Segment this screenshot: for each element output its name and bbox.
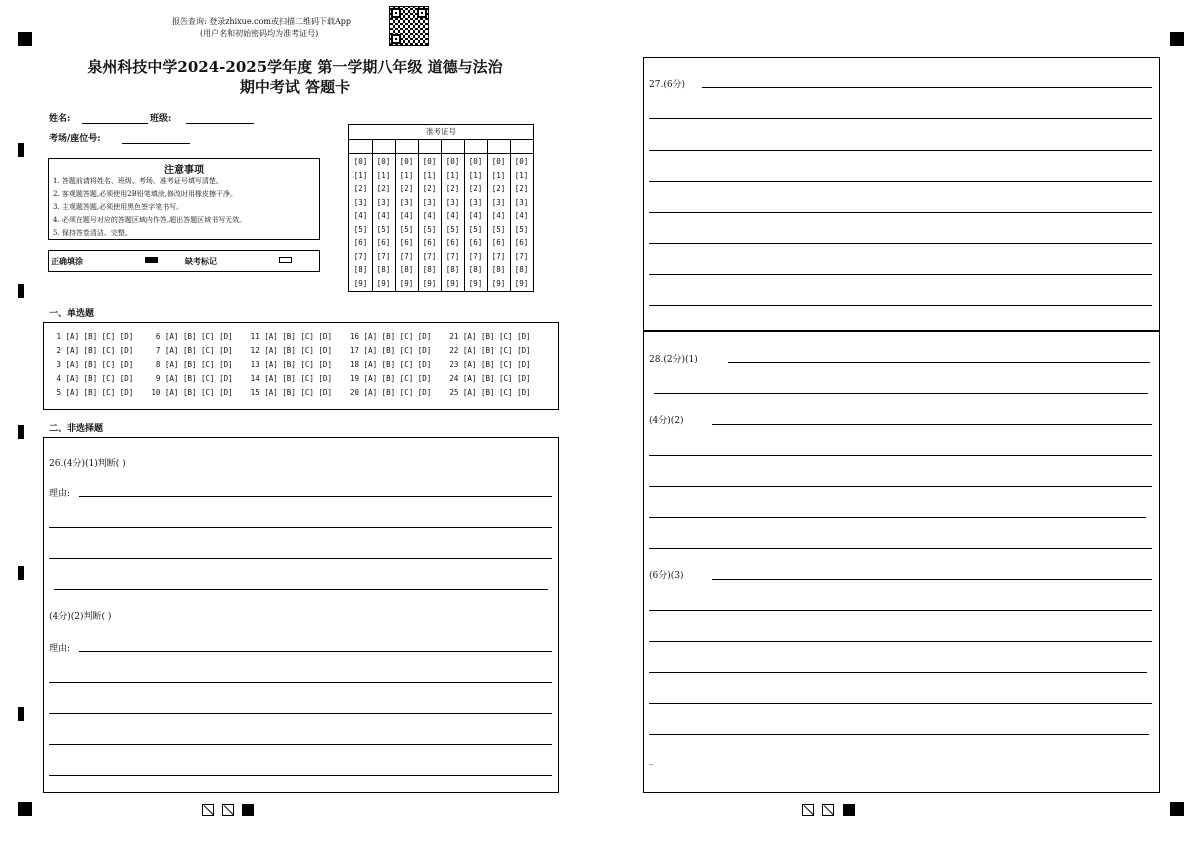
answer-line[interactable]: [649, 641, 1152, 642]
exam-id-grid: [348, 124, 534, 292]
absent-mark-label: 缺考标记: [185, 256, 217, 266]
answer-line[interactable]: [649, 305, 1152, 306]
answer-line[interactable]: [79, 651, 552, 652]
answer-line[interactable]: [649, 274, 1152, 275]
timing-square-icon: [802, 804, 814, 816]
answer-line[interactable]: [702, 87, 1152, 88]
corner-mark-bottom-left: [18, 802, 32, 816]
page-subtitle: 期中考试 答题卡: [239, 78, 351, 96]
timing-square-icon: [222, 804, 234, 816]
answer-line[interactable]: [649, 243, 1152, 244]
answer-line[interactable]: [649, 672, 1147, 673]
answer-line[interactable]: [649, 610, 1152, 611]
seat-label: 考场/座位号:: [49, 134, 101, 144]
corner-mark-bottom-right: [1170, 802, 1184, 816]
answer-line[interactable]: [49, 713, 552, 714]
answer-line[interactable]: [79, 496, 552, 497]
choice-row[interactable]: 3 [A] [B] [C] [D] 8 [A] [B] [C] [D] 13 [A] [B] [C] [D] 18 [A] [B] [C] [D] 23 [A] [B] [C] [D]: [52, 360, 531, 369]
answer-line[interactable]: [649, 734, 1149, 735]
seat-field[interactable]: [122, 143, 190, 144]
section2-label: 二、非选择题: [49, 424, 104, 434]
timing-square-icon: [202, 804, 214, 816]
report-query-note: (用户名和初始密码均为准考证号): [200, 29, 319, 38]
answer-line[interactable]: [649, 150, 1152, 151]
exam-id-digit-column[interactable]: [0] [1] [2] [3] [4] [5] [6] [7] [8] [9]: [445, 157, 460, 288]
side-mark: [18, 143, 24, 157]
absent-checkbox[interactable]: [279, 257, 292, 263]
choice-answer-box: [43, 322, 559, 410]
notice-box: [48, 158, 320, 240]
answer-line[interactable]: [49, 775, 552, 776]
report-query-line: 报告查询: 登录zhixue.com或扫描二维码下载App: [172, 17, 352, 26]
reason-label: 理由:: [49, 489, 71, 499]
answer-line[interactable]: [54, 589, 548, 590]
fill-legend: [48, 250, 320, 272]
q28-part1-label: 28.(2分)(1): [649, 355, 698, 365]
notice-item: 5. 保持答卷清洁、完整。: [53, 229, 132, 237]
notice-item: 3. 主观题答题,必须使用黑色签字笔书写。: [53, 203, 184, 211]
name-label: 姓名:: [49, 114, 71, 124]
notice-item: 4. 必须在题号对应的答题区域内作答,超出答题区域书写无效。: [53, 216, 247, 224]
exam-id-digit-column[interactable]: [0] [1] [2] [3] [4] [5] [6] [7] [8] [9]: [422, 157, 437, 288]
answer-line[interactable]: [712, 424, 1152, 425]
side-mark: [18, 425, 24, 439]
answer-line[interactable]: [49, 682, 552, 683]
answer-line[interactable]: [49, 744, 552, 745]
q28-part2-label: (4分)(2): [649, 416, 684, 426]
answer-line[interactable]: [649, 517, 1146, 518]
trailing-dash: _: [649, 755, 654, 765]
exam-id-digit-column[interactable]: [0] [1] [2] [3] [4] [5] [6] [7] [8] [9]: [353, 157, 368, 288]
q27-answer-box: [643, 57, 1160, 331]
q28-answer-box: [643, 331, 1160, 793]
side-mark: [18, 566, 24, 580]
answer-line[interactable]: [654, 393, 1148, 394]
notice-list: [53, 175, 246, 240]
exam-id-digit-column[interactable]: [0] [1] [2] [3] [4] [5] [6] [7] [8] [9]: [491, 157, 506, 288]
filled-example-icon: [145, 257, 158, 263]
answer-line[interactable]: [649, 181, 1152, 182]
timing-square-icon: [843, 804, 855, 816]
notice-item: 2. 客观题答题,必须使用2B铅笔填涂,修改时用橡皮擦干净。: [53, 190, 237, 198]
exam-id-label: 准考证号: [349, 125, 533, 140]
answer-line[interactable]: [649, 548, 1152, 549]
class-label: 班级:: [150, 114, 172, 124]
side-mark: [18, 707, 24, 721]
choice-row[interactable]: 5 [A] [B] [C] [D] 10 [A] [B] [C] [D] 15 [A] [B] [C] [D] 20 [A] [B] [C] [D] 25 [A] [B] [C] [D]: [52, 388, 531, 397]
notice-item: 1. 答题前请将姓名、班级、考场、准考证号填写清楚。: [53, 177, 223, 185]
answer-line[interactable]: [49, 558, 552, 559]
correct-fill-label: 正确填涂: [51, 256, 83, 266]
q26-part2-label: (4分)(2)判断( ): [49, 612, 112, 622]
exam-id-digit-column[interactable]: [0] [1] [2] [3] [4] [5] [6] [7] [8] [9]: [468, 157, 483, 288]
choice-row[interactable]: 2 [A] [B] [C] [D] 7 [A] [B] [C] [D] 12 [A] [B] [C] [D] 17 [A] [B] [C] [D] 22 [A] [B] [C] [D]: [52, 346, 531, 355]
choice-row[interactable]: 4 [A] [B] [C] [D] 9 [A] [B] [C] [D] 14 [A] [B] [C] [D] 19 [A] [B] [C] [D] 24 [A] [B] [C] [D]: [52, 374, 531, 383]
answer-line[interactable]: [649, 118, 1152, 119]
q26-part1-label: 26.(4分)(1)判断( ): [49, 459, 126, 469]
qr-code-icon: [389, 6, 429, 46]
answer-line[interactable]: [728, 362, 1150, 363]
answer-line[interactable]: [649, 703, 1152, 704]
corner-mark-top-left: [18, 32, 32, 46]
q27-label: 27.(6分): [649, 80, 686, 90]
answer-line[interactable]: [649, 212, 1152, 213]
q28-part3-label: (6分)(3): [649, 571, 684, 581]
section1-label: 一、单选题: [49, 309, 95, 319]
notice-title: 注意事项: [164, 165, 204, 176]
exam-id-digit-column[interactable]: [0] [1] [2] [3] [4] [5] [6] [7] [8] [9]: [514, 157, 529, 288]
answer-line[interactable]: [49, 527, 552, 528]
timing-square-icon: [822, 804, 834, 816]
answer-line[interactable]: [712, 579, 1152, 580]
answer-line[interactable]: [649, 455, 1152, 456]
timing-square-icon: [242, 804, 254, 816]
reason-label: 理由:: [49, 644, 71, 654]
choice-row[interactable]: 1 [A] [B] [C] [D] 6 [A] [B] [C] [D] 11 [A] [B] [C] [D] 16 [A] [B] [C] [D] 21 [A] [B] [C] [D]: [52, 332, 531, 341]
page-title: 泉州科技中学2024-2025学年度 第一学期八年级 道德与法治: [87, 58, 503, 76]
exam-id-digit-column[interactable]: [0] [1] [2] [3] [4] [5] [6] [7] [8] [9]: [399, 157, 414, 288]
exam-id-digit-column[interactable]: [0] [1] [2] [3] [4] [5] [6] [7] [8] [9]: [376, 157, 391, 288]
class-field[interactable]: [186, 123, 254, 124]
name-field[interactable]: [82, 123, 148, 124]
corner-mark-top-right: [1170, 32, 1184, 46]
q26-answer-box: [43, 437, 559, 793]
side-mark: [18, 284, 24, 298]
answer-line[interactable]: [649, 486, 1152, 487]
